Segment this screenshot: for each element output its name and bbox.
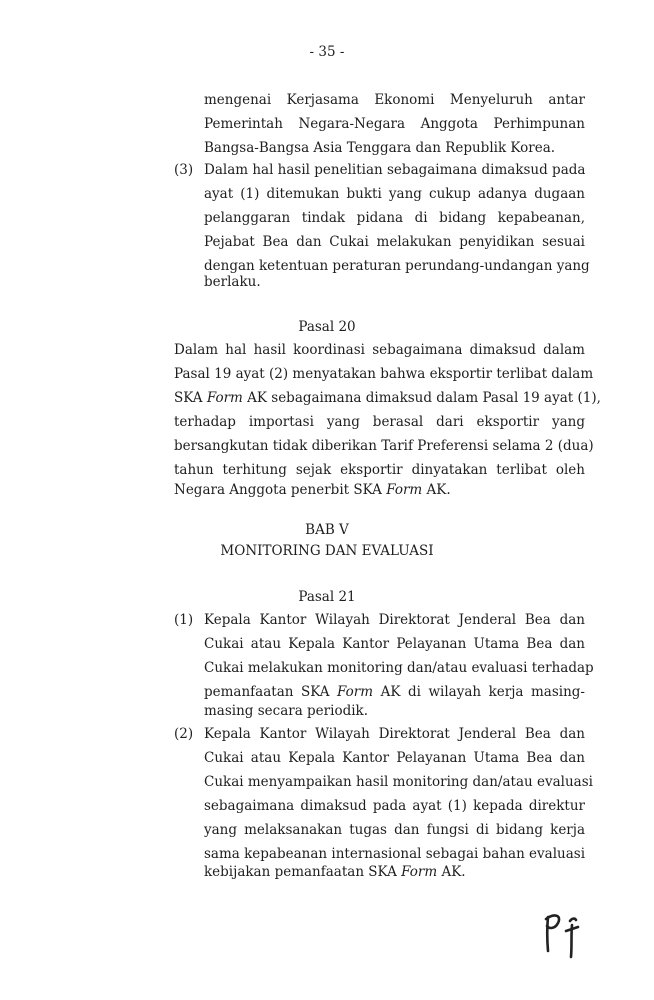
item-number: (2): [174, 726, 194, 742]
body-line: Dalam hal hasil penelitian sebagaimana dimaksud pada: [204, 162, 586, 178]
body-line: Cukai menyampaikan hasil monitoring dan/atau evaluasi: [204, 774, 593, 790]
page-number: - 35 -: [309, 44, 345, 60]
body-line: kebijakan pemanfaatan SKA Form AK.: [204, 864, 466, 880]
body-line: Bangsa-Bangsa Asia Tenggara dan Republik Korea.: [204, 140, 556, 156]
chapter-subtitle: MONITORING DAN EVALUASI: [220, 543, 434, 559]
body-line: Kepala Kantor Wilayah Direktorat Jenderal Bea dan: [204, 612, 585, 628]
body-line: mengenai Kerjasama Ekonomi Menyeluruh antar: [204, 92, 585, 108]
body-line: tahun terhitung sejak eksportir dinyatakan terlibat oleh: [174, 462, 585, 478]
body-line: masing secara periodik.: [204, 703, 369, 719]
body-line: SKA Form AK sebagaimana dimaksud dalam Pasal 19 ayat (1),: [174, 390, 601, 406]
body-line: Dalam hal hasil koordinasi sebagaimana dimaksud dalam: [174, 342, 585, 358]
body-line: yang melaksanakan tugas dan fungsi di bidang kerja: [204, 822, 585, 838]
body-line: ayat (1) ditemukan bukti yang cukup adanya dugaan: [204, 186, 585, 202]
body-line: bersangkutan tidak diberikan Tarif Preferensi selama 2 (dua): [174, 438, 594, 454]
body-line: terhadap importasi yang berasal dari eksportir yang: [174, 414, 585, 430]
item-number: (3): [174, 162, 194, 178]
item-number: (1): [174, 612, 194, 628]
body-line: Pemerintah Negara-Negara Anggota Perhimpunan: [204, 116, 585, 132]
body-line: Cukai atau Kepala Kantor Pelayanan Utama Bea dan: [204, 636, 585, 652]
body-line: Pasal 19 ayat (2) menyatakan bahwa eksportir terlibat dalam: [174, 366, 594, 382]
body-line: Negara Anggota penerbit SKA Form AK.: [174, 482, 451, 498]
article-title: Pasal 20: [298, 319, 356, 335]
body-line: sebagaimana dimaksud pada ayat (1) kepada direktur: [204, 798, 585, 814]
body-line: berlaku.: [204, 274, 261, 290]
body-line: pelanggaran tindak pidana di bidang kepabeanan,: [204, 210, 585, 226]
body-line: pemanfaatan SKA Form AK di wilayah kerja masing-: [204, 684, 585, 700]
signature-initials: [538, 905, 598, 965]
body-line: Cukai atau Kepala Kantor Pelayanan Utama Bea dan: [204, 750, 585, 766]
body-line: Cukai melakukan monitoring dan/atau evaluasi terhadap: [204, 660, 594, 676]
body-line: dengan ketentuan peraturan perundang-undangan yang: [204, 258, 590, 274]
body-line: Kepala Kantor Wilayah Direktorat Jenderal Bea dan: [204, 726, 585, 742]
body-line: sama kepabeanan internasional sebagai bahan evaluasi: [204, 846, 586, 862]
body-line: Pejabat Bea dan Cukai melakukan penyidikan sesuai: [204, 234, 585, 250]
article-title: Pasal 21: [298, 589, 356, 605]
chapter-title: BAB V: [305, 522, 349, 538]
